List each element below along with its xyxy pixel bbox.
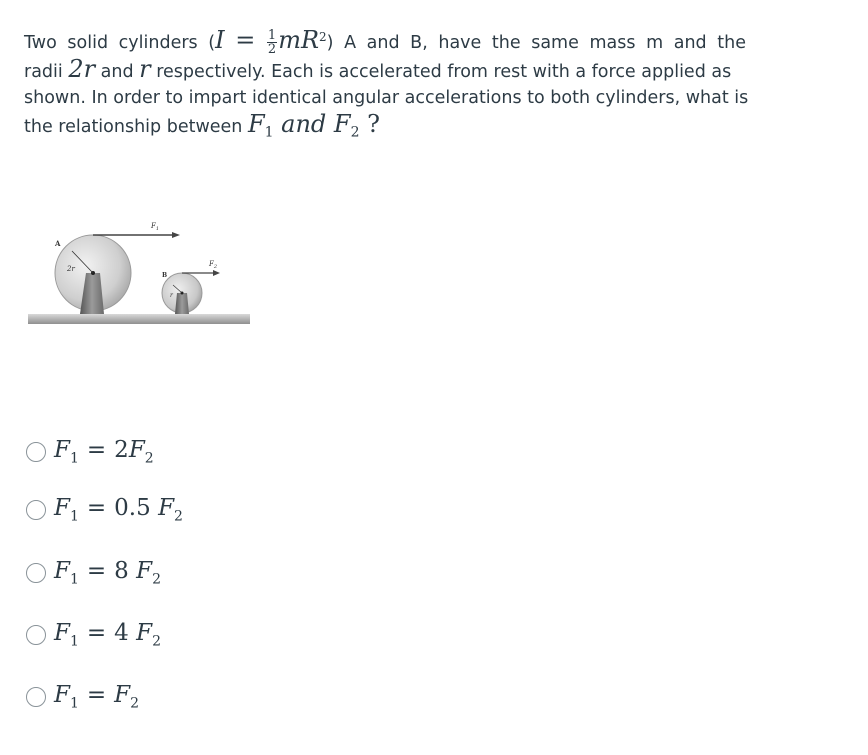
answer-rhs-subscript: 2 [174,508,183,525]
question-text-fragment: respectively. Each is accelerated from rest with a force applied as [150,62,732,83]
math-radius-b: r [139,55,151,84]
force-f2-arrowhead [213,270,220,276]
answer-rhs: F [136,620,153,647]
radio-button[interactable] [26,442,46,462]
answer-lhs: F [54,558,70,585]
answer-rhs-subscript: 2 [152,633,162,650]
question-line-1 [24,24,746,56]
question-mark: ? [359,110,380,139]
answer-lhs-subscript: 1 [69,571,79,588]
answer-lhs-subscript: 1 [69,508,79,525]
label-f2-base: F [209,260,214,268]
math-fraction [267,29,277,56]
cylinder-b-stand [175,293,189,314]
answer-equals: = [86,558,107,585]
answer-coefficient: 8 [114,558,137,585]
label-f1 [150,222,159,232]
fraction-numerator: 1 [267,28,277,44]
answer-option-5[interactable] [26,677,139,717]
answer-rhs-subscript: 2 [144,450,154,467]
cylinders-diagram [28,218,250,326]
answer-lhs-subscript: 1 [69,695,79,712]
answer-rhs: F [158,495,175,522]
cylinders-figure [28,218,250,326]
math-mass-radius: mR [278,25,320,54]
answer-text [54,437,154,467]
math-f2-subscript: 2 [350,124,360,141]
answer-text [54,495,183,525]
math-f1: F [247,110,265,139]
answer-coefficient: 4 [114,620,137,647]
question-line-2 [24,56,746,85]
question-line-4 [24,111,746,146]
fraction-denominator: 2 [267,42,277,58]
math-radius-a: 2r [68,55,96,84]
math-and: and [273,110,334,139]
label-f2-subscript: 2 [213,264,218,270]
answer-lhs-subscript: 1 [69,450,79,467]
math-exponent: 2 [319,30,327,44]
radio-button[interactable] [26,500,46,520]
radio-button[interactable] [26,563,46,583]
question-text-fragment: and [95,62,140,83]
question-text-fragment: radii [24,62,69,83]
question-text-fragment: Two solid cylinders ( [24,32,216,53]
label-r: r [170,292,173,299]
ground [28,314,250,324]
answer-equals: = [86,682,107,709]
label-b: B [162,272,168,279]
answer-equals: = [86,437,107,464]
radio-button[interactable] [26,687,46,707]
force-f1-arrowhead [172,232,180,238]
math-f2: F [333,110,351,139]
question-line-3: shown. In order to impart identical angular accelerations to both cylinders, what is [24,88,749,109]
answer-rhs: F [136,558,153,585]
question-text [24,24,749,146]
answer-lhs: F [54,495,70,522]
answer-text [54,682,139,712]
answer-rhs: F [114,682,131,709]
answer-coefficient: 2 [114,437,129,464]
answer-option-1[interactable] [26,432,154,472]
answer-lhs: F [54,437,70,464]
answer-equals: = [86,620,107,647]
answer-rhs-subscript: 2 [152,571,162,588]
radio-button[interactable] [26,625,46,645]
answer-lhs: F [54,682,70,709]
question-text-fragment: the relationship between [24,117,248,138]
label-f1-base: F [151,222,156,230]
answer-option-3[interactable] [26,553,161,593]
label-f2 [208,260,217,270]
math-f1-subscript: 1 [264,124,274,141]
answer-rhs-subscript: 2 [130,695,140,712]
answer-text [54,620,161,650]
answer-option-2[interactable] [26,490,183,530]
answer-rhs: F [128,437,145,464]
answer-text [54,558,161,588]
answer-lhs: F [54,620,70,647]
question-text-fragment: ) A and B, have the same mass m and the [326,32,746,53]
label-a: A [55,239,61,248]
label-2r: 2r [67,265,75,273]
math-equals: = [235,25,256,54]
answer-coefficient: 0.5 [114,495,159,522]
math-inertia-symbol: I [215,25,225,54]
answer-lhs-subscript: 1 [69,633,79,650]
label-f1-subscript: 1 [155,226,160,232]
answer-equals: = [86,495,107,522]
answer-option-4[interactable] [26,615,161,655]
